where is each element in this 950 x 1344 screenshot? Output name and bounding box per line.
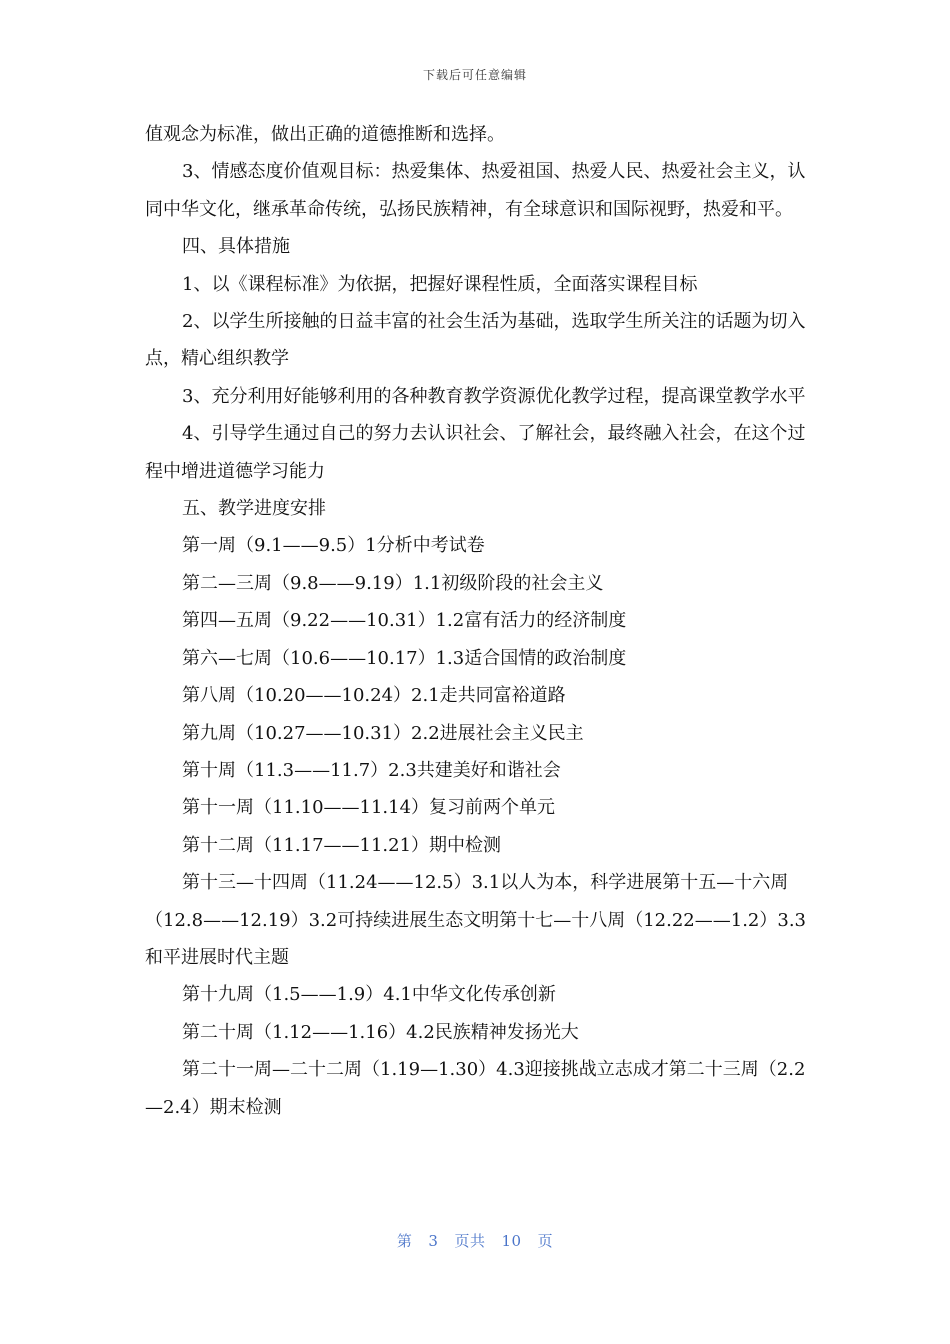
schedule-item: 第十二周（11.17——11.21）期中检测 <box>182 834 502 856</box>
footer-total-pages: 10 <box>501 1232 522 1250</box>
document-body <box>145 116 821 1126</box>
footer-prefix: 第 <box>396 1232 413 1250</box>
schedule-item: 第八周（10.20——10.24）2.1走共同富裕道路 <box>182 685 566 707</box>
schedule-item: 第四—五周（9.22——10.31）1.2富有活力的经济制度 <box>182 610 627 632</box>
page-header: 下载后可任意编辑 <box>422 68 527 82</box>
paragraph-4: 2、以学生所接触的日益丰富的社会生活为基础，选取学生所关注的话题为切入点，精心组织教学 <box>145 311 806 370</box>
schedule-item: 第二十周（1.12——1.16）4.2民族精神发扬光大 <box>182 1021 579 1043</box>
paragraph-6: 4、引导学生通过自己的努力去认识社会、了解社会，最终融入社会，在这个过程中增进道德学习能力 <box>145 423 806 482</box>
paragraph-5: 3、充分利用好能够利用的各种教育教学资源优化教学过程，提高课堂教学水平 <box>182 385 806 407</box>
paragraph-0: 值观念为标准，做出正确的道德推断和选择。 <box>145 124 505 145</box>
paragraph-3: 1、以《课程标准》为依据，把握好课程性质，全面落实课程目标 <box>182 273 698 295</box>
schedule-item: 第二十一周—二十二周（1.19—1.30）4.3迎接挑战立志成才第二十三周（2.2—2.4）期末检测 <box>145 1059 806 1118</box>
schedule-item: 第九周（10.27——10.31）2.2进展社会主义民主 <box>182 722 584 744</box>
section-heading-measures: 四、具体措施 <box>182 236 290 258</box>
footer-suffix: 页 <box>537 1232 554 1250</box>
footer-mid: 页共 <box>454 1232 486 1250</box>
schedule-item: 第二—三周（9.8——9.19）1.1初级阶段的社会主义 <box>182 572 604 594</box>
schedule-item: 第十一周（11.10——11.14）复习前两个单元 <box>182 797 556 819</box>
schedule-item: 第十三—十四周（11.24——12.5）3.1以人为本，科学进展第十五—十六周（12.8——12.19）3.2可持续进展生态文明第十七—十八周（12.22——1.2）3.3和平进展时代主题 <box>145 872 807 968</box>
schedule-item: 第六—七周（10.6——10.17）1.3适合国情的政治制度 <box>182 647 627 669</box>
schedule-item: 第十周（11.3——11.7）2.3共建美好和谐社会 <box>182 759 561 781</box>
page-footer <box>0 1230 950 1251</box>
footer-current-page: 3 <box>428 1232 439 1250</box>
schedule-item: 第一周（9.1——9.5）1分析中考试卷 <box>182 535 485 557</box>
paragraph-1: 3、情感态度价值观目标：热爱集体、热爱祖国、热爱人民、热爱社会主义，认同中华文化，继承革命传统，弘扬民族精神，有全球意识和国际视野，热爱和平。 <box>145 161 806 220</box>
section-heading-schedule: 五、教学进度安排 <box>182 498 326 520</box>
schedule-item: 第十九周（1.5——1.9）4.1中华文化传承创新 <box>182 984 556 1006</box>
